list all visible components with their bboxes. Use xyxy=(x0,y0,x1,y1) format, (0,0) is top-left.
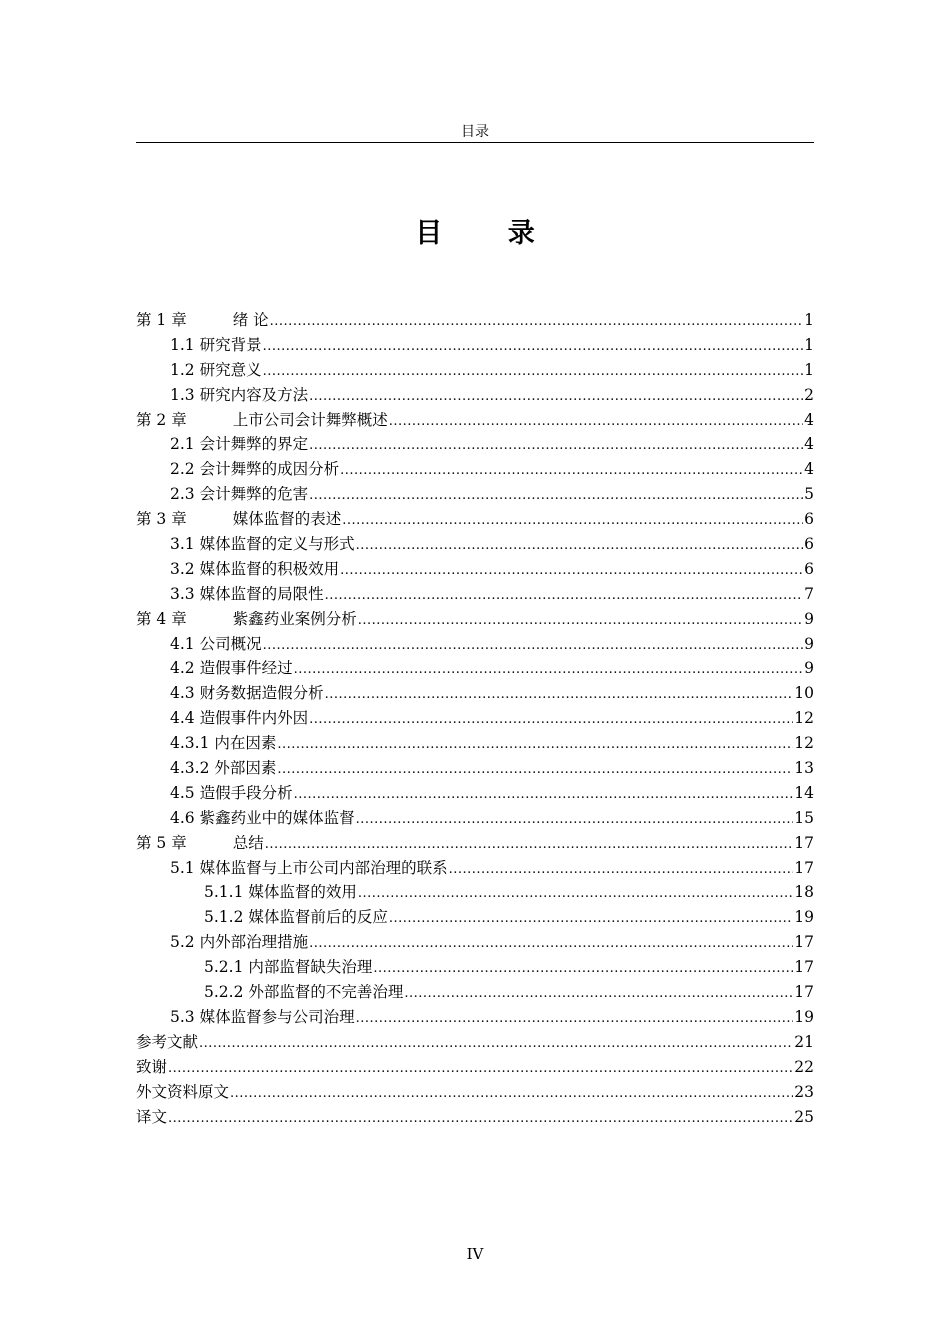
toc-appendix-entry[interactable] xyxy=(136,1055,814,1080)
toc-section-entry[interactable] xyxy=(136,656,814,681)
toc-section-entry[interactable] xyxy=(136,856,814,881)
toc-chapter-number: 第 3 章 xyxy=(136,510,187,529)
toc-dot-leader xyxy=(168,1105,793,1132)
toc-entry-label: 5.1.2 媒体监督前后的反应 xyxy=(204,908,388,927)
toc-section-entry[interactable] xyxy=(136,880,814,905)
toc-entry-label: 4.3 财务数据造假分析 xyxy=(170,684,324,703)
toc-page-number: 15 xyxy=(794,808,814,827)
toc-page-number: 6 xyxy=(804,559,814,578)
toc-dot-leader xyxy=(356,1005,794,1032)
toc-entry-label: 参考文献 xyxy=(136,1032,199,1051)
toc-entry-label: 媒体监督的表述 xyxy=(232,510,342,529)
toc-page-number: 6 xyxy=(804,510,814,529)
toc-page-number: 4 xyxy=(804,435,814,454)
toc-dot-leader xyxy=(373,955,793,982)
toc-dot-leader xyxy=(309,706,793,733)
toc-entry-label: 译文 xyxy=(136,1107,168,1126)
toc-section-entry[interactable] xyxy=(136,706,814,731)
toc-entry-label: 4.2 造假事件经过 xyxy=(170,659,293,678)
toc-chapter-number: 第 1 章 xyxy=(136,311,187,329)
header-rule xyxy=(136,142,814,143)
toc-dot-leader xyxy=(199,1030,793,1057)
toc-dot-leader xyxy=(309,482,803,509)
toc-page-number: 17 xyxy=(794,933,814,952)
toc-page-number: 10 xyxy=(794,684,814,703)
toc-page-number: 9 xyxy=(804,634,814,653)
toc-page-number: 25 xyxy=(794,1107,814,1126)
toc-entry-label: 4.4 造假事件内外因 xyxy=(170,709,309,728)
toc-entry-label: 2.3 会计舞弊的危害 xyxy=(170,485,309,504)
toc-page-number: 1 xyxy=(804,335,814,354)
toc-page-number: 17 xyxy=(794,833,814,852)
toc-section-entry[interactable] xyxy=(136,457,814,482)
toc-dot-leader xyxy=(230,1080,793,1107)
toc-chapter-number: 第 2 章 xyxy=(136,410,187,429)
toc-section-entry[interactable] xyxy=(136,482,814,507)
toc-page-number: 9 xyxy=(804,659,814,678)
toc-dot-leader xyxy=(168,1055,793,1082)
toc-dot-leader xyxy=(358,607,803,634)
toc-entry-label: 紫鑫药业案例分析 xyxy=(232,609,357,628)
toc-section-entry[interactable] xyxy=(136,632,814,657)
toc-chapter-number: 第 4 章 xyxy=(136,609,187,628)
toc-entry-label: 5.1 媒体监督与上市公司内部治理的联系 xyxy=(170,858,448,877)
running-header: 目录 xyxy=(461,124,489,140)
toc-dot-leader xyxy=(277,756,793,783)
toc-entry-label: 1.3 研究内容及方法 xyxy=(170,385,309,404)
toc-page-number: 9 xyxy=(804,609,814,628)
toc-section-entry[interactable] xyxy=(136,955,814,980)
toc-entry-label: 5.3 媒体监督参与公司治理 xyxy=(170,1007,355,1026)
toc-dot-leader xyxy=(358,880,793,907)
toc-dot-leader xyxy=(294,781,794,808)
toc-dot-leader xyxy=(265,831,794,858)
toc-entry-label: 1.1 研究背景 xyxy=(170,335,262,354)
toc-chapter-entry[interactable] xyxy=(136,507,814,532)
toc-entry-label: 上市公司会计舞弊概述 xyxy=(232,410,388,429)
toc-page-number: 19 xyxy=(794,1007,814,1026)
toc-section-entry[interactable] xyxy=(136,432,814,457)
toc-entry-label: 4.1 公司概况 xyxy=(170,634,262,653)
toc-dot-leader xyxy=(309,930,793,957)
toc-page-number: 19 xyxy=(794,908,814,927)
page-title: 目 录 xyxy=(415,218,563,249)
toc-entry-label: 3.3 媒体监督的局限性 xyxy=(170,584,324,603)
toc-page-number: 4 xyxy=(804,410,814,429)
toc-appendix-entry[interactable] xyxy=(136,1080,814,1105)
toc-page-number: 23 xyxy=(794,1082,814,1101)
toc-page-number: 5 xyxy=(804,485,814,504)
toc-entry-label: 致谢 xyxy=(136,1057,168,1076)
toc-page-number: 1 xyxy=(804,311,814,329)
table-of-contents xyxy=(136,308,814,1129)
toc-entry-label: 5.2.1 内部监督缺失治理 xyxy=(204,958,373,977)
toc-dot-leader xyxy=(404,980,793,1007)
toc-appendix-entry[interactable] xyxy=(136,1105,814,1130)
toc-dot-leader xyxy=(356,806,794,833)
toc-section-entry[interactable] xyxy=(136,905,814,930)
toc-entry-label: 5.1.1 媒体监督的效用 xyxy=(204,883,357,902)
toc-entry-label: 2.1 会计舞弊的界定 xyxy=(170,435,309,454)
toc-section-entry[interactable] xyxy=(136,781,814,806)
toc-dot-leader xyxy=(340,557,803,584)
toc-entry-label: 2.2 会计舞弊的成因分析 xyxy=(170,460,340,479)
toc-chapter-entry[interactable] xyxy=(136,831,814,856)
toc-dot-leader xyxy=(263,632,804,659)
toc-page-number: 2 xyxy=(804,385,814,404)
toc-page-number: 18 xyxy=(794,883,814,902)
toc-entry-label: 5.2 内外部治理措施 xyxy=(170,933,309,952)
toc-entry-label: 3.2 媒体监督的积极效用 xyxy=(170,559,340,578)
toc-dot-leader xyxy=(263,333,804,360)
toc-dot-leader xyxy=(270,308,803,335)
toc-page-number: 17 xyxy=(794,958,814,977)
toc-section-entry[interactable] xyxy=(136,980,814,1005)
toc-page-number: 14 xyxy=(794,783,814,802)
toc-chapter-entry[interactable] xyxy=(136,607,814,632)
toc-page-number: 17 xyxy=(794,858,814,877)
toc-page-number: 7 xyxy=(804,584,814,603)
toc-entry-label: 4.3.2 外部因素 xyxy=(170,759,277,778)
toc-entry-label: 总结 xyxy=(232,833,264,852)
toc-entry-label: 4.5 造假手段分析 xyxy=(170,783,293,802)
toc-page-number: 22 xyxy=(794,1057,814,1076)
toc-dot-leader xyxy=(294,656,804,683)
toc-dot-leader xyxy=(325,582,804,609)
toc-section-entry[interactable] xyxy=(136,557,814,582)
toc-dot-leader xyxy=(340,457,803,484)
toc-dot-leader xyxy=(325,681,794,708)
toc-entry-label: 4.6 紫鑫药业中的媒体监督 xyxy=(170,808,355,827)
toc-entry-label: 外文资料原文 xyxy=(136,1082,230,1101)
toc-dot-leader xyxy=(277,731,793,758)
toc-section-entry[interactable] xyxy=(136,532,814,557)
toc-page-number: 13 xyxy=(794,759,814,778)
toc-section-entry[interactable] xyxy=(136,756,814,781)
toc-section-entry[interactable] xyxy=(136,1005,814,1030)
toc-page-number: 12 xyxy=(794,734,814,753)
toc-section-entry[interactable] xyxy=(136,731,814,756)
toc-dot-leader xyxy=(449,856,794,883)
toc-entry-label: 5.2.2 外部监督的不完善治理 xyxy=(204,983,404,1002)
toc-section-entry[interactable] xyxy=(136,383,814,408)
toc-dot-leader xyxy=(309,383,803,410)
toc-page-number: 12 xyxy=(794,709,814,728)
toc-dot-leader xyxy=(309,432,803,459)
toc-dot-leader xyxy=(389,408,803,435)
toc-section-entry[interactable] xyxy=(136,681,814,706)
page-number: IV xyxy=(466,1245,484,1263)
toc-chapter-entry[interactable] xyxy=(136,308,814,333)
toc-dot-leader xyxy=(356,532,804,559)
toc-chapter-number: 第 5 章 xyxy=(136,833,187,852)
toc-page-number: 17 xyxy=(794,983,814,1002)
toc-chapter-entry[interactable] xyxy=(136,408,814,433)
toc-section-entry[interactable] xyxy=(136,582,814,607)
toc-entry-label: 4.3.1 内在因素 xyxy=(170,734,277,753)
toc-section-entry[interactable] xyxy=(136,333,814,358)
toc-entry-label: 3.1 媒体监督的定义与形式 xyxy=(170,535,355,554)
toc-section-entry[interactable] xyxy=(136,930,814,955)
toc-section-entry[interactable] xyxy=(136,358,814,383)
toc-dot-leader xyxy=(389,905,793,932)
toc-page-number: 6 xyxy=(804,535,814,554)
toc-page-number: 21 xyxy=(794,1032,814,1051)
toc-section-entry[interactable] xyxy=(136,806,814,831)
toc-page-number: 1 xyxy=(804,360,814,379)
toc-appendix-entry[interactable] xyxy=(136,1030,814,1055)
toc-dot-leader xyxy=(342,507,803,534)
toc-entry-label: 1.2 研究意义 xyxy=(170,360,262,379)
toc-dot-leader xyxy=(263,358,804,385)
toc-page-number: 4 xyxy=(804,460,814,479)
toc-entry-label: 绪 论 xyxy=(232,311,269,329)
